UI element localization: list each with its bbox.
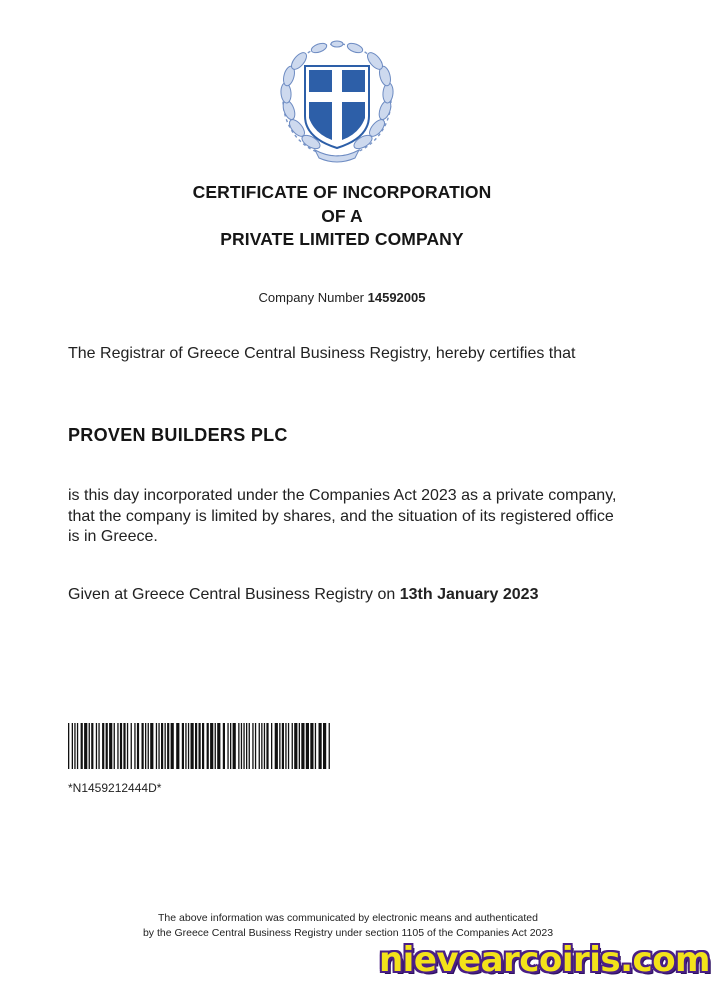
barcode-bar xyxy=(171,723,174,769)
barcode-bar xyxy=(182,723,184,769)
barcode-bar xyxy=(167,723,169,769)
certificate-title xyxy=(0,181,684,252)
barcode-bar xyxy=(210,723,213,769)
barcode-bar xyxy=(127,723,128,769)
barcode-bar xyxy=(91,723,93,769)
barcode-bar xyxy=(243,723,244,769)
barcode-text: *N1459212444D* xyxy=(68,781,162,795)
barcode-bar xyxy=(323,723,326,769)
company-number-line xyxy=(0,290,684,305)
barcode-bar xyxy=(72,723,73,769)
barcode-bar xyxy=(217,723,220,769)
barcode-bar xyxy=(246,723,247,769)
barcode-bar xyxy=(77,723,78,769)
barcode-bar xyxy=(310,723,313,769)
barcode-bar xyxy=(315,723,316,769)
barcode-bar xyxy=(131,723,132,769)
barcode-bar xyxy=(230,723,231,769)
barcode-bar xyxy=(68,723,69,769)
barcode-bar xyxy=(158,723,159,769)
barcode-bar xyxy=(261,723,262,769)
barcode-bar xyxy=(176,723,179,769)
footer-line-2: by the Greece Central Business Registry under section 1105 of the Companies Act 2023 xyxy=(142,927,554,939)
title-line-3: PRIVATE LIMITED COMPANY xyxy=(220,229,464,249)
barcode-bar xyxy=(109,723,112,769)
incorporation-date: 13th January 2023 xyxy=(399,586,539,603)
barcode-bar xyxy=(255,723,256,769)
company-name: PROVEN BUILDERS PLC xyxy=(68,425,288,445)
barcode-bar xyxy=(233,723,236,769)
barcode-bar xyxy=(215,723,216,769)
barcode-bar xyxy=(137,723,139,769)
barcode-bar xyxy=(223,723,225,769)
barcode-bar xyxy=(84,723,87,769)
barcode-bar xyxy=(74,723,75,769)
barcode xyxy=(68,723,330,769)
authentication-footer xyxy=(0,911,696,941)
barcode-bar xyxy=(89,723,90,769)
company-number-value: 14592005 xyxy=(367,290,426,305)
title-line-2: OF A xyxy=(321,205,363,226)
barcode-bar xyxy=(117,723,118,769)
barcode-bar xyxy=(227,723,228,769)
barcode-bar xyxy=(81,723,83,769)
barcode-bar xyxy=(161,723,163,769)
barcode-bar xyxy=(299,723,300,769)
barcode-bar xyxy=(188,723,189,769)
barcode-bar xyxy=(319,723,322,769)
barcode-bar xyxy=(301,723,304,769)
barcode-bar xyxy=(114,723,115,769)
barcode-bar xyxy=(306,723,309,769)
barcode-bar xyxy=(150,723,153,769)
barcode-bar xyxy=(98,723,99,769)
company-number-label: Company Number xyxy=(258,290,365,305)
registrar-statement: The Registrar of Greece Central Business Registry, hereby certifies that xyxy=(68,345,576,362)
barcode-bar xyxy=(134,723,135,769)
barcode-bar xyxy=(259,723,260,769)
barcode-bar xyxy=(294,723,297,769)
incorporation-statement: is this day incorporated under the Companies Act 2023 as a private company, that the company is limited by shares, and the situation of its registered office is in Greece. xyxy=(68,487,617,545)
barcode-bar xyxy=(96,723,97,769)
barcode-bar xyxy=(252,723,253,769)
barcode-bar xyxy=(102,723,104,769)
title-line-1: CERTIFICATE OF INCORPORATION xyxy=(192,182,492,202)
barcode-bar xyxy=(266,723,268,769)
barcode-bar xyxy=(145,723,146,769)
barcode-bar xyxy=(195,723,197,769)
given-at-line xyxy=(68,585,538,606)
barcode-bar xyxy=(241,723,242,769)
barcode-bar xyxy=(288,723,289,769)
barcode-bar xyxy=(106,723,108,769)
barcode-bar xyxy=(148,723,149,769)
barcode-bar xyxy=(120,723,122,769)
barcode-bar xyxy=(282,723,284,769)
barcode-bar xyxy=(123,723,125,769)
barcode-bar xyxy=(207,723,209,769)
footer-line-1: The above information was communicated by electronic means and authenticated xyxy=(158,912,538,924)
barcode-bar xyxy=(271,723,272,769)
barcode-bar xyxy=(275,723,278,769)
barcode-bar xyxy=(185,723,186,769)
barcode-bar xyxy=(292,723,293,769)
barcode-bar xyxy=(264,723,265,769)
barcode-bar xyxy=(329,723,330,769)
greek-coat-of-arms-icon xyxy=(275,38,399,164)
given-at-text: Given at Greece Central Business Registry on xyxy=(68,586,396,603)
barcode-bar xyxy=(156,723,157,769)
barcode-bar xyxy=(191,723,194,769)
barcode-bar xyxy=(199,723,201,769)
barcode-bar xyxy=(285,723,286,769)
barcode-bar xyxy=(142,723,144,769)
barcode-bar xyxy=(202,723,204,769)
watermark: nievearcoiris.com xyxy=(378,940,710,980)
barcode-bar xyxy=(249,723,250,769)
barcode-bar xyxy=(238,723,239,769)
barcode-bar xyxy=(165,723,166,769)
barcode-bar xyxy=(279,723,280,769)
